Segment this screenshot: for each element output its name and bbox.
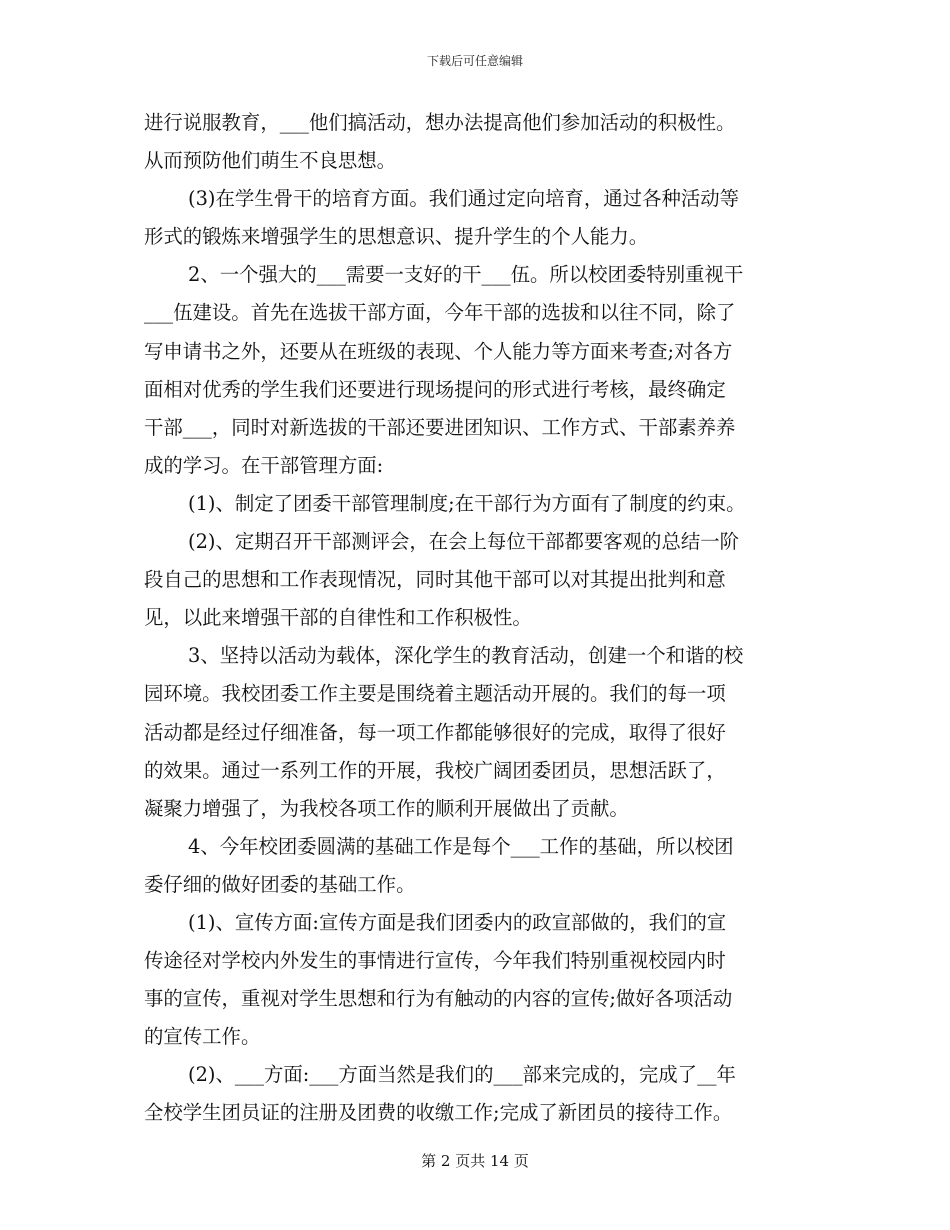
text-line: 段自己的思想和工作表现情况，同时其他干部可以对其提出批判和意 xyxy=(144,568,726,592)
text-line: 园环境。我校团委工作主要是围绕着主题活动开展的。我们的每一项 xyxy=(144,682,726,706)
text-line: 2、一个强大的___需要一支好的干___伍。所以校团委特别重视干 xyxy=(188,263,744,287)
text-line: ___伍建设。首先在选拔干部方面，今年干部的选拔和以往不同，除了 xyxy=(144,301,736,325)
text-line: 进行说服教育，___他们搞活动，想办法提高他们参加活动的积极性。 xyxy=(144,111,736,134)
text-line: 传途径对学校内外发生的事情进行宣传，今年我们特别重视校园内时 xyxy=(144,949,726,973)
text-line: 的宣传工作。 xyxy=(144,1025,261,1049)
text-line: 写申请书之外，还要从在班级的表现、个人能力等方面来考查;对各方 xyxy=(144,339,733,363)
text-line: 成的学习。在干部管理方面: xyxy=(144,453,384,477)
page-footer: 第 2 页共 14 页 xyxy=(421,1152,529,1170)
text-line: (1)、宣传方面:宣传方面是我们团委内的政宣部做的，我们的宣 xyxy=(188,910,727,934)
text-line: 全校学生团员证的注册及团费的收缴工作;完成了新团员的接待工作。 xyxy=(144,1101,733,1125)
document-body xyxy=(144,104,808,1133)
text-line: (2)、___方面:___方面当然是我们的___部来完成的，完成了__年 xyxy=(188,1063,736,1087)
page-header: 下载后可任意编辑 xyxy=(426,54,523,68)
text-line: 形式的锻炼来增强学生的思想意识、提升学生的个人能力。 xyxy=(144,225,649,249)
text-line: 4、今年校团委圆满的基础工作是每个___工作的基础，所以校团 xyxy=(188,834,734,858)
text-line: 面相对优秀的学生我们还要进行现场提问的形式进行考核，最终确定 xyxy=(144,377,726,401)
text-line: 事的宣传，重视对学生思想和行为有触动的内容的宣传;做好各项活动 xyxy=(144,987,733,1011)
text-line: 见，以此来增强干部的自律性和工作积极性。 xyxy=(144,606,532,630)
text-line: 活动都是经过仔细准备，每一项工作都能够很好的完成，取得了很好 xyxy=(144,720,726,744)
text-line: (3)在学生骨干的培育方面。我们通过定向培育，通过各种活动等 xyxy=(188,187,740,211)
text-line: 委仔细的做好团委的基础工作。 xyxy=(144,872,416,896)
text-line: 凝聚力增强了，为我校各项工作的顺利开展做出了贡献。 xyxy=(144,796,629,820)
text-line: 从而预防他们萌生不良思想。 xyxy=(144,149,397,173)
text-line: 干部___，同时对新选拔的干部还要进团知识、工作方式、干部素养养 xyxy=(144,415,736,439)
text-line: 3、坚持以活动为载体，深化学生的教育活动，创建一个和谐的校 xyxy=(188,644,744,668)
text-line: 的效果。通过一系列工作的开展，我校广阔团委团员，思想活跃了， xyxy=(144,758,726,782)
text-line: (2)、定期召开干部测评会，在会上每位干部都要客观的总结一阶 xyxy=(188,530,740,554)
text-line: (1)、制定了团委干部管理制度;在干部行为方面有了制度的约束。 xyxy=(188,491,746,515)
